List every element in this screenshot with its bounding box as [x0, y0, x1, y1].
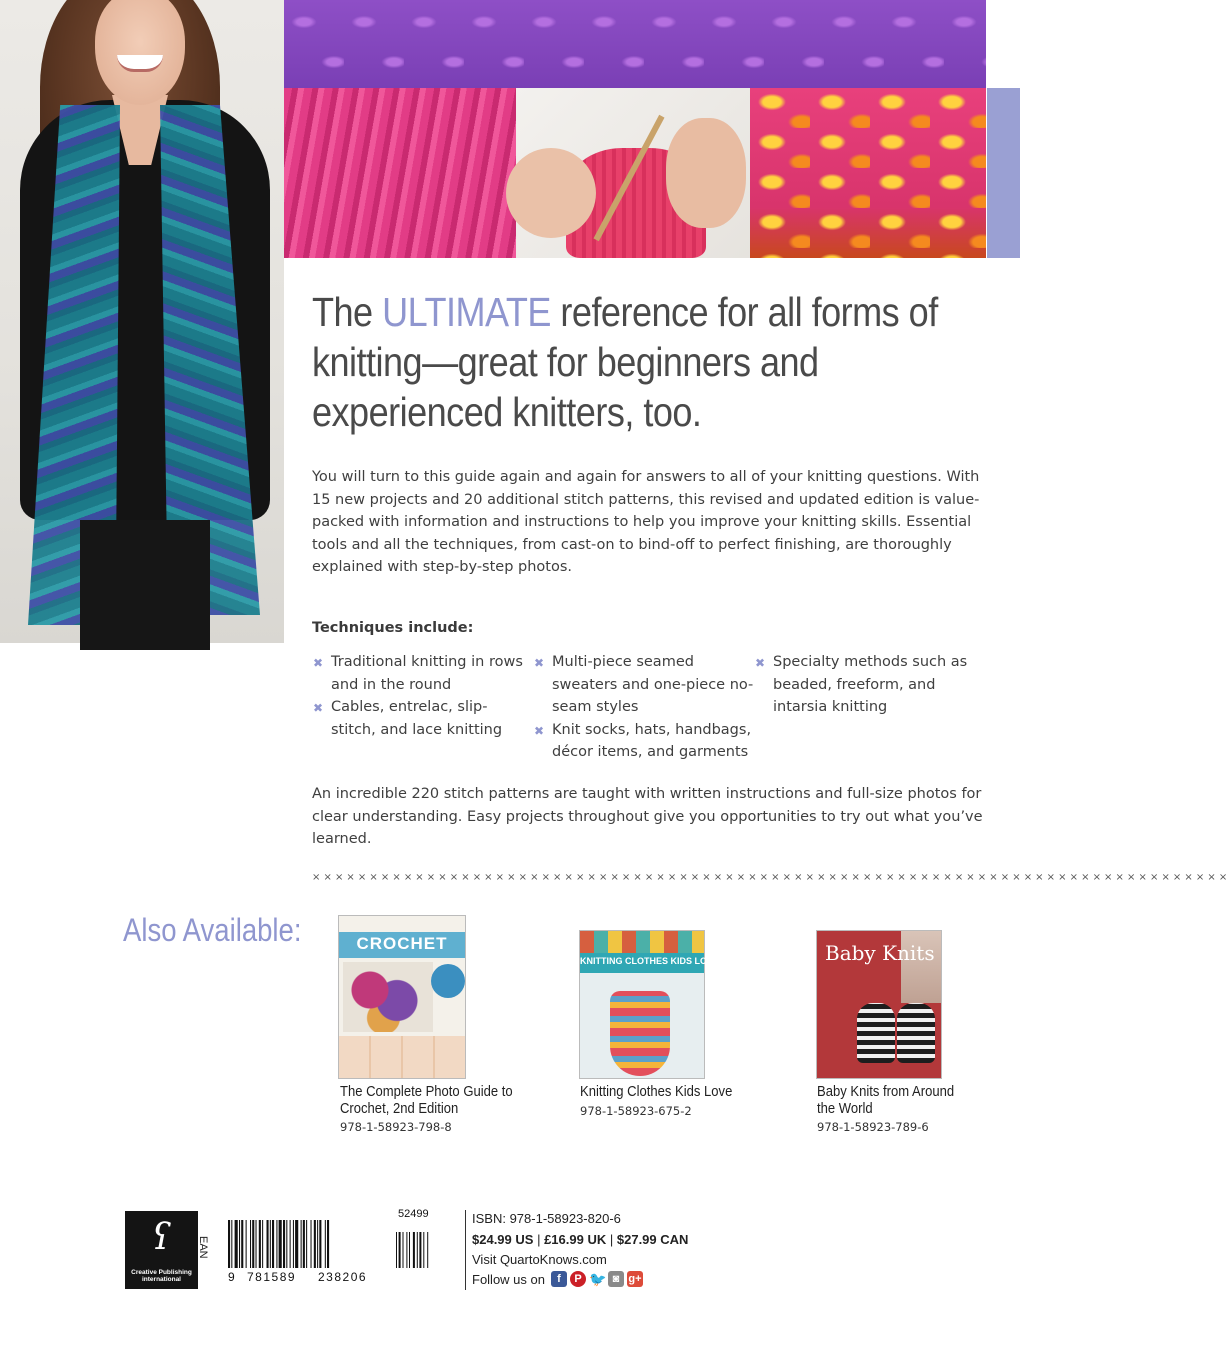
footer-divider — [465, 1210, 466, 1290]
website-link[interactable]: QuartoKnows.com — [499, 1252, 607, 1267]
pink-rib-stitch-photo — [284, 88, 516, 258]
headline-accent: ULTIMATE — [382, 289, 551, 335]
book-cover-kids: KNITTING CLOTHES KIDS LOVE — [580, 931, 704, 1078]
barcode-first-digit: 9 — [228, 1270, 235, 1284]
barcode-left-digits: 781589 — [247, 1270, 297, 1284]
x-bullet-icon: ✖ — [534, 723, 545, 738]
pinterest-icon[interactable]: P — [570, 1271, 586, 1287]
purple-stitch-photo — [284, 0, 986, 88]
dotted-divider: ×××××××××××××××××××××××××××××××××××××××××××××××××××××××××××××××××××××××××××××××× — [312, 872, 1230, 883]
technique-item: ✖ Knit socks, hats, handbags, décor items, and garments — [534, 721, 752, 760]
techniques-column-3 — [755, 651, 970, 719]
technique-item: ✖ Cables, entrelac, slip-stitch, and lace knitting — [313, 699, 503, 738]
visit-line: Visit QuartoKnows.com — [472, 1252, 607, 1267]
intro-paragraph: You will turn to this guide again and again for answers to all of your knitting questions. With 15 new projects and 20 additional stitch patterns, this revised and updated edition is value-packed with information and instructions to help you improve your knitting skills. Essential tools and all the techniques, from cast-on to bind-off to perfect finishing, are thoroughly explained with step-by-step photos. — [312, 469, 980, 575]
publisher-logo: ʕ Creative Publishing international — [125, 1211, 198, 1289]
barcode-right-digits: 238206 — [318, 1270, 368, 1284]
hands-knitting-photo — [516, 88, 750, 258]
twitter-icon[interactable]: 🐦 — [588, 1271, 607, 1287]
also-available-heading: Also Available: — [123, 912, 302, 948]
facebook-icon[interactable]: f — [551, 1271, 567, 1287]
barcode — [228, 1220, 444, 1268]
book-title: Baby Knits from Around the World — [817, 1084, 955, 1117]
techniques-column-2 — [534, 651, 759, 764]
instagram-icon[interactable]: ◙ — [608, 1271, 624, 1287]
book-cover-baby-knits: Baby Knits — [817, 931, 941, 1078]
outro-paragraph: An incredible 220 stitch patterns are taught with written instructions and full-size photos for clear understanding. Easy projects throughout give you opportunities to try out what you’ve learned. — [312, 786, 983, 847]
follow-line: Follow us on f P 🐦 ◙ g+ — [472, 1271, 642, 1287]
technique-item: ✖ Multi-piece seamed sweaters and one-piece no-seam styles — [534, 654, 754, 715]
techniques-column-1 — [313, 651, 523, 741]
entrelac-stitch-photo — [750, 88, 986, 258]
ean-label: EAN — [197, 1236, 209, 1259]
book-isbn: 978-1-58923-675-2 — [580, 1104, 692, 1118]
techniques-heading: Techniques include: — [312, 620, 474, 636]
color-tab — [987, 88, 1020, 258]
isbn-text: ISBN: 978-1-58923-820-6 — [472, 1211, 621, 1226]
x-bullet-icon: ✖ — [313, 701, 324, 715]
technique-item: ✖ Specialty methods such as beaded, freeform, and intarsia knitting — [755, 654, 968, 715]
book-title: Knitting Clothes Kids Love — [580, 1084, 733, 1100]
barcode-price-code: 52499 — [398, 1208, 429, 1220]
model-with-scarf-photo — [0, 0, 284, 643]
book-cover-crochet: CROCHET — [339, 916, 465, 1078]
x-bullet-icon: ✖ — [534, 656, 545, 670]
x-bullet-icon: ✖ — [755, 656, 766, 670]
technique-item: ✖ Traditional knitting in rows and in the round — [313, 654, 523, 693]
book-isbn: 978-1-58923-789-6 — [817, 1120, 929, 1134]
book-title: The Complete Photo Guide to Crochet, 2nd Edition — [340, 1084, 513, 1117]
headline: The ULTIMATE reference for all forms of knitting—great for beginners and experienced knitters, too. — [312, 289, 938, 435]
x-bullet-icon: ✖ — [313, 656, 324, 670]
price-line: $24.99 US | £16.99 UK | $27.99 CAN — [472, 1232, 689, 1247]
book-isbn: 978-1-58923-798-8 — [340, 1120, 452, 1134]
googleplus-icon[interactable]: g+ — [628, 1273, 642, 1285]
